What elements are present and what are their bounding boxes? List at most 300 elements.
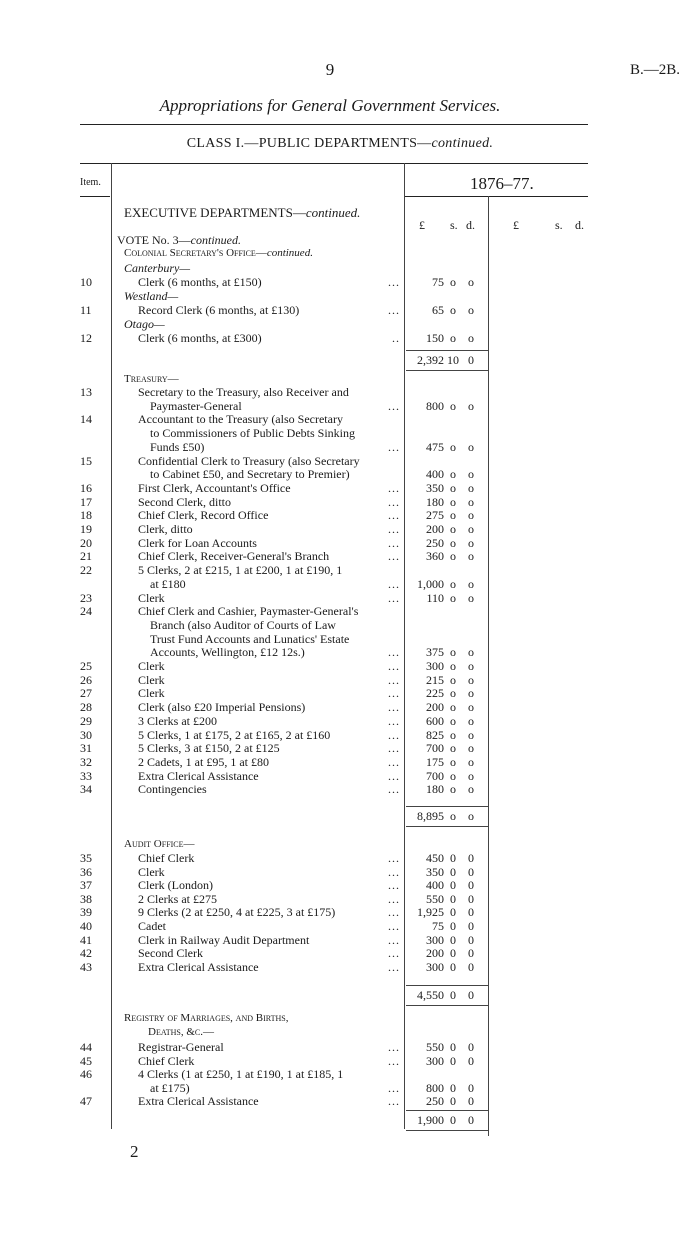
amount-shillings: o — [450, 754, 456, 769]
amount-shillings: o — [450, 727, 456, 742]
amount-pounds: 350 — [426, 864, 444, 879]
amount-shillings: o — [450, 659, 456, 673]
amount-pounds: 180 — [426, 494, 444, 509]
item-number: 14 — [80, 412, 92, 427]
item-description: Registrar-General — [138, 1040, 224, 1054]
total-pence: 0 — [468, 988, 474, 1002]
amount-pence: 0 — [468, 959, 474, 974]
leader-dots: ... — [388, 535, 400, 550]
office-title-main: Colonial Secretary's Office— — [124, 247, 267, 259]
leader-dots: ... — [388, 590, 400, 605]
audit-heading: Audit Office— — [124, 838, 195, 850]
item-description: Paymaster-General — [150, 398, 242, 413]
item-number: 18 — [80, 508, 92, 523]
total-pounds: 4,550 — [417, 988, 444, 1002]
leader-dots: ... — [388, 645, 400, 660]
amount-pence: o — [468, 398, 474, 413]
leader-dots: ... — [388, 891, 400, 906]
item-number: 29 — [80, 713, 92, 728]
amount-shillings: o — [450, 398, 456, 413]
table-row — [0, 1040, 700, 1054]
amount-pounds: 475 — [426, 439, 444, 454]
signature-number: 2 — [130, 1142, 139, 1161]
amount-pence: o — [468, 576, 474, 591]
leader-dots: ... — [388, 1053, 400, 1068]
leader-dots: ... — [388, 686, 400, 701]
treasury-heading: Treasury— — [124, 373, 179, 385]
amount-shillings: 0 — [450, 1094, 456, 1109]
item-description: Clerk (6 months, at £150) — [138, 275, 262, 289]
item-description: Chief Clerk — [138, 1053, 195, 1068]
amount-pounds: 65 — [432, 303, 444, 317]
amount-pence: o — [468, 590, 474, 605]
item-number: 11 — [80, 303, 92, 317]
item-description: Clerk — [138, 864, 165, 879]
amount-pounds: 450 — [426, 851, 444, 865]
amount-pounds: 700 — [426, 768, 444, 783]
item-description: Clerk for Loan Accounts — [138, 535, 257, 550]
item-number: 25 — [80, 659, 92, 673]
leader-dots: ... — [388, 768, 400, 783]
registry-heading-1: Registry of Marriages, and Births, — [124, 1012, 289, 1024]
total-shillings: 10 — [447, 353, 459, 367]
leader-dots: ... — [388, 905, 400, 920]
leader-dots: ... — [388, 864, 400, 879]
amount-shillings: o — [450, 508, 456, 523]
table-row — [0, 851, 700, 865]
amount-shillings: o — [450, 700, 456, 715]
item-description: 2 Cadets, 1 at £95, 1 at £80 — [138, 754, 269, 769]
amount-pounds: 800 — [426, 1080, 444, 1095]
table-row-continuation — [0, 577, 700, 591]
item-description: Clerk — [138, 590, 165, 605]
amount-pounds: 200 — [426, 522, 444, 536]
amount-pence: o — [468, 727, 474, 742]
amount-pence: o — [468, 522, 474, 536]
amount-pence: 0 — [468, 864, 474, 879]
amount-pence: 0 — [468, 1053, 474, 1068]
amount-pounds: 175 — [426, 754, 444, 769]
item-number: 41 — [80, 932, 92, 947]
table-row — [0, 522, 700, 536]
pound-header-2: £ — [513, 218, 519, 232]
section-title — [124, 205, 360, 221]
item-description: to Cabinet £50, and Secretary to Premier) — [150, 467, 350, 482]
section-title-suffix: continued. — [305, 205, 361, 220]
leader-dots: ... — [388, 700, 400, 715]
item-number: 43 — [80, 959, 92, 974]
leader-dots: ... — [388, 878, 400, 893]
shilling-header-2: s. — [555, 218, 563, 232]
table-row-continuation — [0, 618, 700, 632]
leader-dots: ... — [388, 919, 400, 933]
amount-pence: o — [468, 754, 474, 769]
amount-pence: o — [468, 467, 474, 482]
item-description: Otago— — [124, 317, 165, 331]
item-description: Accounts, Wellington, £12 12s.) — [150, 645, 305, 660]
amount-pounds: 250 — [426, 535, 444, 550]
item-number: 46 — [80, 1067, 92, 1082]
amount-pence: o — [468, 494, 474, 509]
amount-shillings: o — [450, 439, 456, 454]
item-description: 2 Clerks at £275 — [138, 891, 217, 906]
table-row — [0, 495, 700, 509]
amount-pence: 0 — [468, 905, 474, 920]
amount-shillings: o — [450, 672, 456, 687]
table-row-continuation — [0, 645, 700, 659]
item-number: 32 — [80, 754, 92, 769]
class-title — [0, 136, 680, 152]
item-description: Canterbury— — [124, 261, 190, 275]
pence-header: d. — [466, 218, 475, 232]
amount-shillings: 0 — [450, 891, 456, 906]
shilling-header: s. — [450, 218, 458, 232]
amount-pence: o — [468, 508, 474, 523]
amount-shillings: o — [450, 741, 456, 756]
amount-pence: 0 — [468, 878, 474, 893]
leader-dots: ... — [388, 275, 400, 289]
item-number: 38 — [80, 891, 92, 906]
item-description: 9 Clerks (2 at £250, 4 at £225, 3 at £175) — [138, 905, 336, 920]
amount-shillings: o — [450, 467, 456, 482]
item-description: Secretary to the Treasury, also Receiver and — [138, 385, 349, 399]
table-row — [0, 892, 700, 906]
table-row — [0, 659, 700, 673]
amount-pence: o — [468, 480, 474, 495]
amount-shillings: o — [450, 303, 456, 317]
item-number: 17 — [80, 494, 92, 509]
table-row — [0, 905, 700, 919]
item-number: 30 — [80, 727, 92, 742]
office-title-suffix: continued. — [266, 247, 313, 259]
item-description: Extra Clerical Assistance — [138, 959, 259, 974]
amount-shillings: 0 — [450, 864, 456, 879]
page-title: Appropriations for General Government Services. — [159, 96, 501, 115]
amount-shillings: o — [450, 686, 456, 701]
item-number: 13 — [80, 385, 92, 399]
table-row — [0, 865, 700, 879]
amount-pence: o — [468, 672, 474, 687]
table-row-continuation — [0, 399, 700, 413]
item-number: 16 — [80, 480, 92, 495]
item-description: Clerk (also £20 Imperial Pensions) — [138, 700, 306, 715]
item-number: 37 — [80, 878, 92, 893]
leader-dots: ... — [388, 522, 400, 536]
amount-pounds: 825 — [426, 727, 444, 742]
table-row — [0, 303, 700, 317]
table-row — [0, 604, 700, 618]
amount-shillings: 0 — [450, 851, 456, 865]
amount-shillings: 0 — [450, 959, 456, 974]
amount-shillings: o — [450, 535, 456, 550]
table-row — [0, 508, 700, 522]
amount-pence: o — [468, 686, 474, 701]
amount-pounds: 300 — [426, 659, 444, 673]
item-description: Clerk (London) — [138, 878, 213, 893]
leader-dots: ... — [388, 576, 400, 591]
table-row — [0, 1094, 700, 1108]
total-pence: 0 — [468, 1113, 474, 1127]
table-row — [0, 385, 700, 399]
leader-dots: ... — [388, 480, 400, 495]
item-number: 34 — [80, 782, 92, 797]
amount-pence: 0 — [468, 851, 474, 865]
table-row — [0, 919, 700, 933]
amount-shillings: o — [450, 782, 456, 797]
amount-shillings: o — [450, 590, 456, 605]
amount-shillings: o — [450, 713, 456, 728]
amount-pounds: 550 — [426, 891, 444, 906]
amount-pence: o — [468, 535, 474, 550]
item-description: Chief Clerk and Cashier, Paymaster-General's — [138, 604, 359, 619]
total-pounds: 8,895 — [417, 809, 444, 823]
amount-shillings: o — [450, 331, 456, 345]
item-column-header: Item. — [80, 177, 101, 188]
table-row-continuation — [0, 632, 700, 646]
amount-pounds: 1,925 — [417, 905, 444, 920]
item-description: Extra Clerical Assistance — [138, 768, 259, 783]
leader-dots: ... — [388, 754, 400, 769]
item-description: Branch (also Auditor of Courts of Law — [150, 617, 336, 632]
leader-dots: ... — [388, 1094, 400, 1109]
item-description: at £180 — [150, 576, 186, 591]
amount-pounds: 375 — [426, 645, 444, 660]
amount-shillings: 0 — [450, 1053, 456, 1068]
table-row — [0, 536, 700, 550]
item-description: Clerk in Railway Audit Department — [138, 932, 310, 947]
item-description: 5 Clerks, 2 at £215, 1 at £200, 1 at £190, 1 — [138, 563, 343, 578]
table-row — [0, 933, 700, 947]
amount-pence: o — [468, 768, 474, 783]
amount-pounds: 200 — [426, 700, 444, 715]
table-row — [0, 769, 700, 783]
leader-dots: ... — [388, 946, 400, 961]
amount-pounds: 550 — [426, 1040, 444, 1054]
leader-dots: ... — [388, 549, 400, 564]
amount-pounds: 215 — [426, 672, 444, 687]
item-description: at £175) — [150, 1080, 190, 1095]
leader-dots: ... — [388, 659, 400, 673]
office-title — [124, 247, 313, 259]
item-description: Accountant to the Treasury (also Secretary — [138, 412, 343, 427]
item-number: 10 — [80, 275, 92, 289]
amount-pounds: 275 — [426, 508, 444, 523]
table-row — [0, 960, 700, 974]
leader-dots: ... — [388, 508, 400, 523]
item-number: 15 — [80, 453, 92, 468]
item-number: 21 — [80, 549, 92, 564]
amount-pounds: 400 — [426, 467, 444, 482]
total-shillings: o — [450, 809, 456, 823]
leader-dots: ... — [388, 1040, 400, 1054]
item-number: 20 — [80, 535, 92, 550]
amount-pounds: 225 — [426, 686, 444, 701]
item-number: 24 — [80, 604, 92, 619]
table-row-continuation — [0, 426, 700, 440]
item-number: 47 — [80, 1094, 92, 1109]
amount-pounds: 600 — [426, 713, 444, 728]
amount-pence: o — [468, 439, 474, 454]
class-title-suffix: continued. — [431, 136, 494, 151]
table-row — [0, 331, 700, 345]
leader-dots: ... — [388, 851, 400, 865]
amount-shillings: 0 — [450, 932, 456, 947]
amount-pounds: 700 — [426, 741, 444, 756]
amount-pounds: 360 — [426, 549, 444, 564]
item-number: 36 — [80, 864, 92, 879]
treasury-total — [406, 806, 488, 827]
table-row — [0, 412, 700, 426]
item-description: Clerk (6 months, at £300) — [138, 331, 262, 345]
item-description: 5 Clerks, 1 at £175, 2 at £165, 2 at £160 — [138, 727, 331, 742]
registry-total — [406, 1110, 488, 1131]
amount-pence: 0 — [468, 1094, 474, 1109]
amount-pence: o — [468, 741, 474, 756]
amount-pence: 0 — [468, 946, 474, 961]
leader-dots: ... — [388, 741, 400, 756]
table-row — [0, 549, 700, 563]
table-row-continuation — [0, 440, 700, 454]
amount-shillings: o — [450, 768, 456, 783]
item-description: Clerk, ditto — [138, 522, 193, 536]
table-row-continuation — [0, 467, 700, 481]
item-number: 33 — [80, 768, 92, 783]
item-number: 19 — [80, 522, 92, 536]
subheading-row — [0, 317, 700, 331]
table-row-continuation — [0, 1081, 700, 1095]
page-number: 9 — [325, 60, 335, 79]
item-number: 26 — [80, 672, 92, 687]
table-row — [0, 481, 700, 495]
item-number: 28 — [80, 700, 92, 715]
amount-shillings: 0 — [450, 919, 456, 933]
amount-shillings: o — [450, 549, 456, 564]
amount-pounds: 180 — [426, 782, 444, 797]
amount-shillings: o — [450, 522, 456, 536]
item-head-rule — [80, 196, 110, 197]
amount-shillings: o — [450, 480, 456, 495]
total-pounds: 2,392 — [417, 353, 444, 367]
item-description: 4 Clerks (1 at £250, 1 at £190, 1 at £185, 1 — [138, 1067, 344, 1082]
amount-pence: 0 — [468, 932, 474, 947]
leader-dots: ... — [388, 672, 400, 687]
leader-dots: ... — [388, 782, 400, 797]
amount-pounds: 800 — [426, 398, 444, 413]
item-description: Record Clerk (6 months, at £130) — [138, 303, 300, 317]
item-number: 12 — [80, 331, 92, 345]
amount-shillings: 0 — [450, 1080, 456, 1095]
amount-pounds: 250 — [426, 1094, 444, 1109]
amount-pounds: 300 — [426, 932, 444, 947]
amount-pounds: 110 — [426, 590, 444, 605]
amount-pounds: 150 — [426, 331, 444, 345]
table-row — [0, 728, 700, 742]
amount-pence: o — [468, 549, 474, 564]
table-row — [0, 275, 700, 289]
item-number: 45 — [80, 1053, 92, 1068]
item-description: Cadet — [138, 919, 166, 933]
vote-title-main: VOTE No. 3— — [117, 233, 191, 247]
document-reference: B.—2B. — [629, 62, 680, 78]
amount-pounds: 200 — [426, 946, 444, 961]
table-row — [0, 741, 700, 755]
table-row — [0, 686, 700, 700]
amount-pence: o — [468, 275, 474, 289]
total-shillings: 0 — [450, 988, 456, 1002]
item-description: Contingencies — [138, 782, 207, 797]
amount-pence: o — [468, 303, 474, 317]
item-description: Chief Clerk — [138, 851, 195, 865]
item-description: to Commissioners of Public Debts Sinking — [150, 426, 356, 441]
amount-shillings: 0 — [450, 878, 456, 893]
audit-total — [406, 985, 488, 1006]
amount-pounds: 300 — [426, 1053, 444, 1068]
item-number: 39 — [80, 905, 92, 920]
amount-pounds: 75 — [432, 919, 444, 933]
amount-pounds: 400 — [426, 878, 444, 893]
item-number: 40 — [80, 919, 92, 933]
total-pence: o — [468, 809, 474, 823]
amount-pence: o — [468, 645, 474, 660]
amount-pence: o — [468, 331, 474, 345]
item-description: Clerk — [138, 686, 165, 701]
table-row — [0, 591, 700, 605]
amount-pence: o — [468, 713, 474, 728]
table-row — [0, 755, 700, 769]
item-description: Chief Clerk, Record Office — [138, 508, 269, 523]
item-description: Funds £50) — [150, 439, 205, 454]
pence-header-2: d. — [575, 218, 584, 232]
item-number: 31 — [80, 741, 92, 756]
amount-pence: o — [468, 782, 474, 797]
item-description: Confidential Clerk to Treasury (also Secretary — [138, 453, 360, 468]
vote-title-suffix: continued. — [190, 233, 241, 247]
table-row — [0, 782, 700, 796]
table-row — [0, 878, 700, 892]
item-description: Second Clerk — [138, 946, 203, 961]
item-number: 27 — [80, 686, 92, 701]
amount-pounds: 350 — [426, 480, 444, 495]
item-description: Westland— — [124, 289, 179, 303]
table-row — [0, 1067, 700, 1081]
item-description: Second Clerk, ditto — [138, 494, 231, 509]
table-row — [0, 1054, 700, 1068]
amount-pence: 0 — [468, 919, 474, 933]
item-description: Chief Clerk, Receiver-General's Branch — [138, 549, 330, 564]
amount-pounds: 1,000 — [417, 576, 444, 591]
leader-dots: .. — [392, 331, 400, 345]
amount-pence: o — [468, 700, 474, 715]
colonial-total — [406, 350, 488, 371]
amount-shillings: 0 — [450, 946, 456, 961]
table-row — [0, 454, 700, 468]
leader-dots: ... — [388, 1080, 400, 1095]
amount-pence: 0 — [468, 1040, 474, 1054]
item-number: 22 — [80, 563, 92, 578]
amount-pounds: 75 — [432, 275, 444, 289]
table-row — [0, 714, 700, 728]
item-description: First Clerk, Accountant's Office — [138, 480, 291, 495]
item-description: Extra Clerical Assistance — [138, 1094, 259, 1109]
total-shillings: 0 — [450, 1113, 456, 1127]
leader-dots: ... — [388, 439, 400, 454]
header-rule — [80, 124, 588, 125]
item-number: 35 — [80, 851, 92, 865]
leader-dots: ... — [388, 959, 400, 974]
class-title-main: CLASS I.—PUBLIC DEPARTMENTS— — [186, 136, 432, 151]
amount-shillings: 0 — [450, 905, 456, 920]
leader-dots: ... — [388, 727, 400, 742]
